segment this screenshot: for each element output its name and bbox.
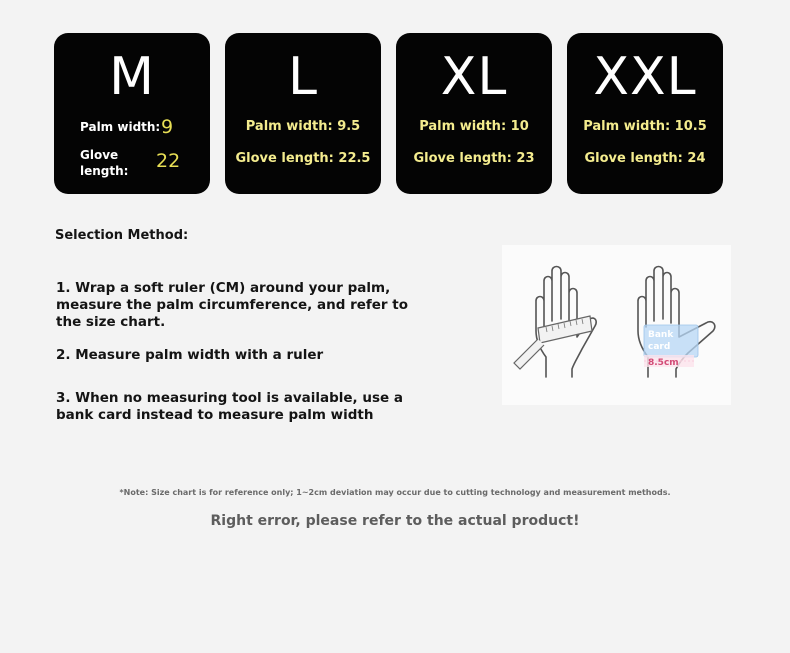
glove-length-text: Glove length: 23 [413,151,535,166]
card-measure-text: 8.5cm [648,358,679,368]
size-card-xl [396,33,552,194]
hands-measure-icon [502,245,731,405]
size-label: XL [440,47,508,107]
size-card-l [225,33,381,194]
glove-length-text: Glove length: 22.5 [235,151,371,166]
palm-width-label: Palm width: [80,120,161,134]
size-label: L [288,47,318,107]
size-label: M [109,47,155,107]
step-1-text: 1. Wrap a soft ruler (CM) around your palm, measure the palm circumference, and refer to the size chart. [56,280,409,330]
glove-length-text: Glove length: 24 [584,151,706,166]
palm-width-text: Palm width: 10.5 [583,119,707,134]
size-card-m [54,33,210,194]
glove-length-label: Glove length: [80,148,129,178]
palm-width-value: 9 [161,116,174,138]
selection-method-title: Selection Method: [55,228,189,243]
card-label-line1: Bank [648,330,674,340]
palm-width-text: Palm width: 9.5 [245,119,361,134]
size-label: XXL [593,47,697,107]
step-2-text: 2. Measure palm width with a ruler [56,347,324,363]
size-chart-note: *Note: Size chart is for reference only; 1~2cm deviation may occur due to cutting technology and measurement methods. [119,488,671,497]
card-label-line2: card [648,342,671,352]
size-cards [54,33,723,194]
size-card-xxl [567,33,723,194]
hand-measurement-illustration [502,245,731,405]
step-3-text: 3. When no measuring tool is available, use a bank card instead to measure palm width [56,390,403,423]
error-notice: Right error, please refer to the actual product! [210,513,580,529]
palm-width-text: Palm width: 10 [419,119,529,134]
glove-length-value: 22 [156,150,181,172]
